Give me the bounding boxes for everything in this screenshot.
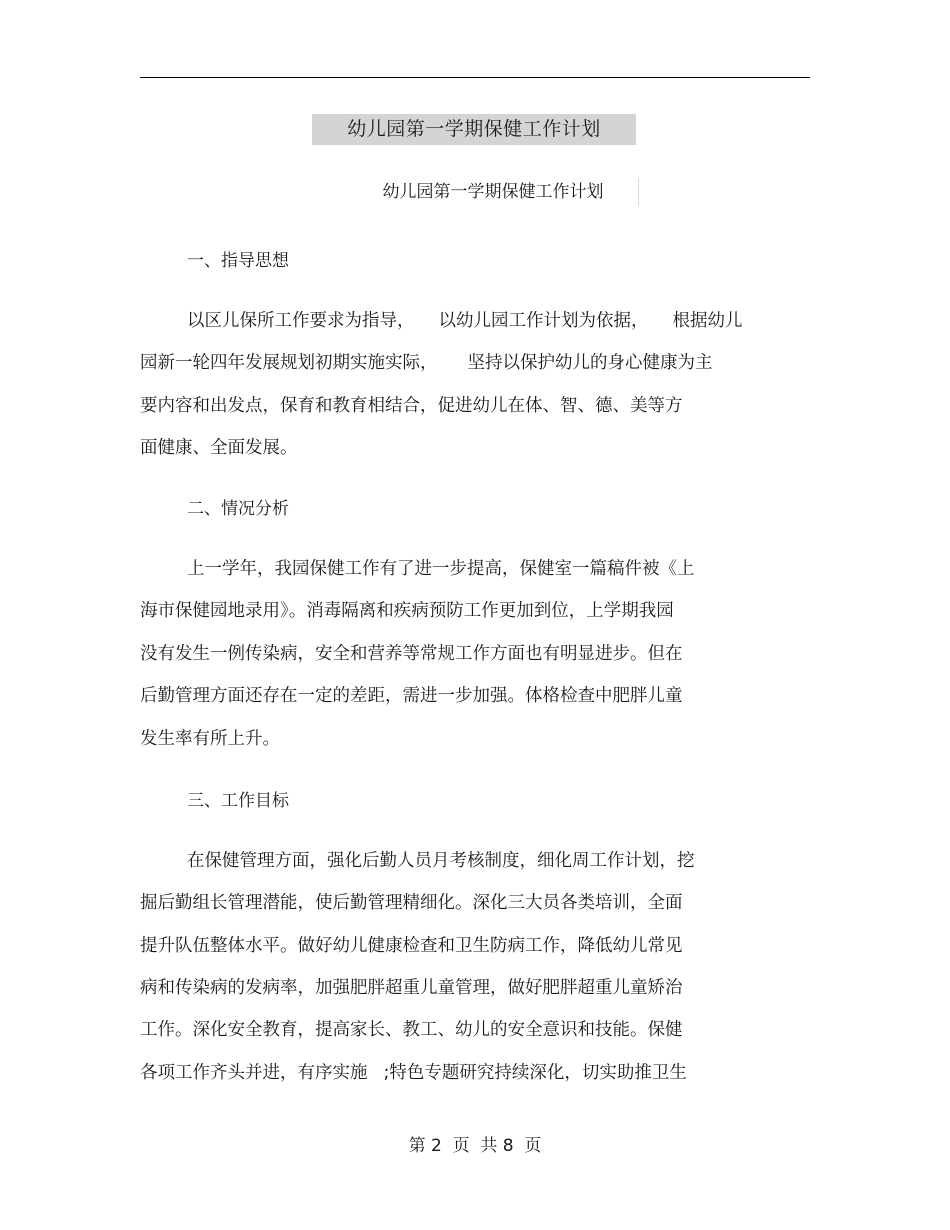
header-rule (140, 77, 810, 78)
text-run: 海市保健园地录用》。消毒隔离和疾病预防工作更加到位，上学期我园 (140, 601, 674, 621)
paragraph-line (140, 725, 280, 750)
text-run: 以幼儿园工作计划为依据， (438, 311, 649, 331)
text-run: 后勤管理方面还存在一定的差距，需进一步加强。体格检查中肥胖儿童 (140, 686, 683, 706)
text-run: 提升队伍整体水平。做好幼儿健康检查和卫生防病工作，降低幼儿常见 (140, 936, 683, 956)
text-run: 要内容和出发点，保育和教育相结合，促进幼儿在体、智、德、美等方 (140, 396, 683, 416)
text-run: 坚持以保护幼儿的身心健康为主 (467, 353, 713, 373)
paragraph-line (140, 349, 713, 374)
paragraph-line (140, 392, 683, 417)
section-heading: 三、工作目标 (187, 791, 289, 811)
text-run: 根据幼儿 (672, 311, 743, 331)
text-run: 工作。深化安全教育，提高家长、教工、幼儿的安全意识和技能。保健 (140, 1020, 683, 1040)
paragraph-line (140, 640, 683, 665)
paragraph-line (140, 889, 683, 914)
text-run: 发生率有所上升。 (140, 729, 280, 749)
page-footer: 第 2 页 共 8 页 (408, 1136, 542, 1156)
text-run: ;特色专题研究持续深化，切实助推卫生 (383, 1063, 687, 1083)
text-run: 园新一轮四年发展规划初期实施实际， (140, 353, 438, 373)
paragraph-line (140, 434, 298, 459)
document-title-highlighted: 幼儿园第一学期保健工作计划 (312, 114, 636, 145)
paragraph-line (140, 597, 674, 622)
text-run: 在保健管理方面，强化后勤人员月考核制度，细化周工作计划，挖 (187, 851, 695, 871)
text-run: 面健康、全面发展。 (140, 438, 298, 458)
document-subtitle: 幼儿园第一学期保健工作计划 (348, 178, 639, 206)
paragraph-line (140, 1059, 687, 1084)
text-run: 各项工作齐头并进，有序实施 (140, 1063, 368, 1083)
paragraph-line (140, 932, 683, 957)
paragraph-line (187, 307, 743, 332)
section-heading: 一、指导思想 (187, 251, 289, 271)
paragraph-line (140, 974, 683, 999)
paragraph-line (187, 555, 695, 580)
paragraph-line (187, 847, 695, 872)
text-run: 没有发生一例传染病，安全和营养等常规工作方面也有明显进步。但在 (140, 644, 683, 664)
section-heading: 二、情况分析 (187, 499, 289, 519)
text-run: 上一学年，我园保健工作有了进一步提高，保健室一篇稿件被《上 (187, 559, 695, 579)
text-run: 掘后勤组长管理潜能，使后勤管理精细化。深化三大员各类培训，全面 (140, 893, 683, 913)
text-run: 病和传染病的发病率，加强肥胖超重儿童管理，做好肥胖超重儿童矫治 (140, 978, 683, 998)
text-run: 以区儿保所工作要求为指导， (187, 311, 415, 331)
paragraph-line (140, 682, 683, 707)
paragraph-line (140, 1016, 683, 1041)
